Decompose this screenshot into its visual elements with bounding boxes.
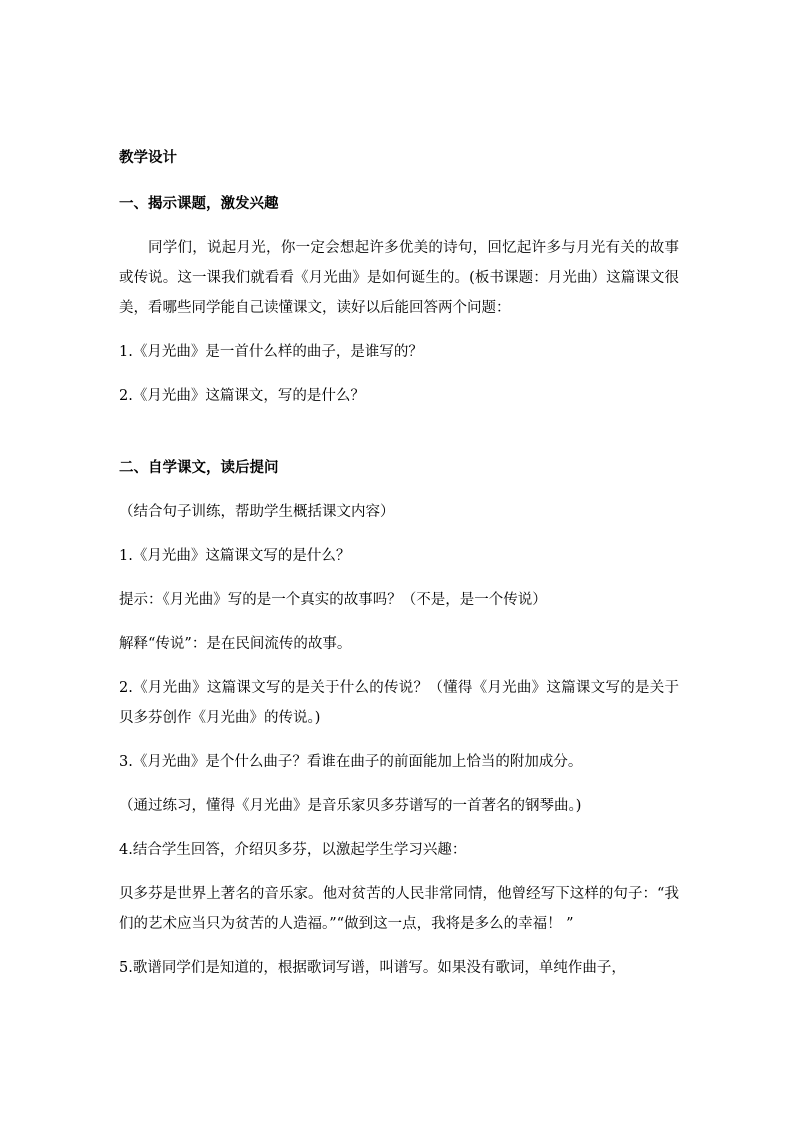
section-1-question-1: 1.《月光曲》是一首什么样的曲子，是谁写的？ [119, 344, 423, 360]
section-spacer [119, 425, 679, 453]
section-1-question-2: 2.《月光曲》这篇课文，写的是什么？ [119, 388, 365, 404]
section-2-item-1: 1.《月光曲》这篇课文写的是什么？ [119, 548, 351, 564]
section-2-heading: 二、自学课文，读后提问 [119, 459, 279, 476]
section-2-item-3: 解释“传说”：是在民间流传的故事。 [119, 636, 352, 652]
section-2-item-5: 3.《月光曲》是个什么曲子？看谁在曲子的前面能加上恰当的附加成分。 [119, 754, 583, 770]
document-title: 教学设计 [119, 149, 177, 166]
section-1-heading: 一、揭示课题，激发兴趣 [119, 195, 279, 212]
section-2-item-7: 4.结合学生回答，介绍贝多芬，以激起学生学习兴趣： [119, 842, 467, 858]
document-body [119, 143, 679, 997]
section-1-paragraph: 同学们，说起月光，你一定会想起许多优美的诗句，回忆起许多与月光有关的故事或传说。这一课我们就看看《月光曲》是如何诞生的。(板书课题：月光曲）这篇课文很美，看哪些同学能自己读懂课文，读好以后能回答两个问题： [119, 240, 679, 316]
section-2-item-4: 2.《月光曲》这篇课文写的是关于什么的传说？（懂得《月光曲》这篇课文写的是关于贝多芬创作《月光曲》的传说。) [119, 680, 679, 726]
section-2-item-9: 5.歌谱同学们是知道的，根据歌词写谱，叫谱写。如果没有歌词，单纯作曲子， [119, 960, 626, 976]
section-2-item-6: （通过练习，懂得《月光曲》是音乐家贝多芬谱写的一首著名的钢琴曲。) [119, 798, 582, 814]
section-2-item-8: 贝多芬是世界上著名的音乐家。他对贫苦的人民非常同情，他曾经写下这样的句子：“我们的艺术应当只为贫苦的人造福。”“做到这一点，我将是多么的幸福！ ” [119, 886, 679, 932]
section-2-item-2: 提示：《月光曲》写的是一个真实的故事吗？（不是，是一个传说） [119, 592, 547, 608]
section-2-note: （结合句子训练，帮助学生概括课文内容） [119, 504, 395, 520]
